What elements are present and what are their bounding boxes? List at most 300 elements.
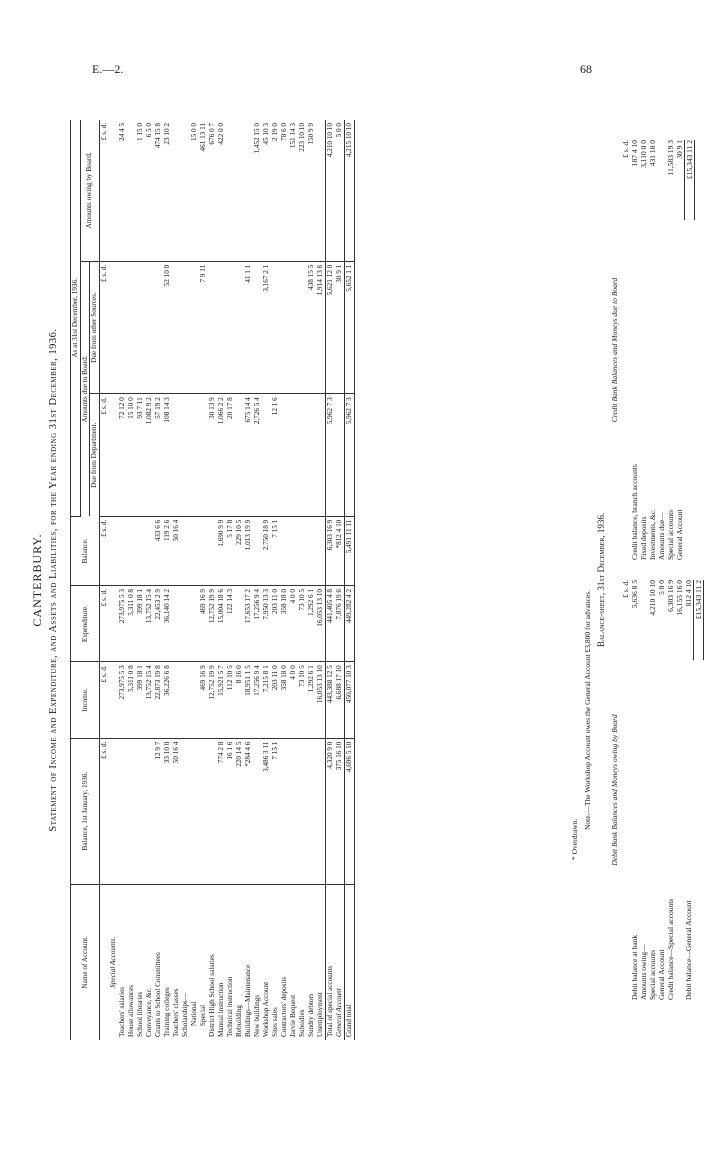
cell-bal1	[127, 738, 136, 884]
cell-bal	[316, 516, 326, 585]
bs-value	[657, 140, 666, 210]
lsd-label: £ s. d.	[99, 662, 109, 738]
cell-bal1: 375 16 10	[335, 738, 345, 884]
cell-bal1: 7 15 1	[271, 738, 280, 884]
col-expenditure-header: Expenditure.	[71, 586, 100, 662]
cell-bal1: 774 2 8	[217, 738, 226, 884]
cell-dept: 57 19 2	[154, 394, 163, 516]
account-name: Total of special accounts	[325, 884, 335, 1040]
cell-owing: 223 10 10	[298, 120, 307, 261]
table-row	[316, 120, 326, 1040]
cell-inc: 469 16 9	[199, 662, 208, 738]
account-name: Workshop Account	[262, 981, 271, 1037]
account-name: Subsidies	[298, 1009, 307, 1037]
table-row	[280, 120, 289, 1040]
cell-bal1	[109, 738, 118, 884]
lsd-label: £ s. d.	[99, 394, 109, 516]
lsd-label: £ s. d.	[99, 586, 109, 662]
cell-exp: 5,311 0 8	[127, 586, 136, 662]
cell-other: 41 1 1	[244, 261, 253, 394]
table-row	[253, 120, 262, 1040]
cell-owing	[109, 120, 118, 261]
cell-dept: 12 1 6	[271, 394, 280, 516]
cell-inc: 36,226 6 8	[163, 662, 172, 738]
table-row	[262, 120, 271, 1040]
col-balance-header: Balance.	[71, 516, 100, 585]
overdrawn-note: * Overdrawn.	[570, 818, 579, 860]
statement-body	[99, 120, 354, 1040]
cell-dept	[316, 394, 326, 516]
cell-dept: 5,962 7 3	[344, 394, 354, 516]
lsd-row	[99, 120, 109, 1040]
cell-bal: 1,690 9 9	[217, 516, 226, 585]
col-dept-header: Due from Department.	[90, 394, 100, 516]
account-name: National	[190, 1001, 199, 1026]
cell-exp: 358 18 0	[280, 586, 289, 662]
cell-dept	[298, 394, 307, 516]
cell-other	[271, 261, 280, 394]
cell-bal1: 50 16 4	[172, 738, 181, 884]
cell-dept	[262, 394, 271, 516]
cell-inc: 273,975 5 3	[118, 662, 127, 738]
balance-sheet-row	[684, 580, 693, 1000]
lsd-spacer	[99, 884, 109, 1040]
cell-bal	[109, 516, 118, 585]
cell-dept	[199, 394, 208, 516]
cell-owing: 676 0 7	[208, 120, 217, 261]
account-name: Jarvie Bequest	[289, 994, 298, 1037]
cell-exp: 17,653 17 2	[244, 586, 253, 662]
cell-bal1	[253, 738, 262, 884]
bs-label: Investments, &c.	[648, 508, 657, 560]
due-to-board-header: Amounts due to Board.	[80, 261, 90, 516]
cell-inc: 7,215 8 1	[262, 662, 271, 738]
balance-sheet-row	[639, 580, 648, 1000]
cell-inc: 18,951 1 5	[244, 662, 253, 738]
cell-other	[208, 261, 217, 394]
cell-bal: 5 17 8	[226, 516, 235, 585]
bs-value	[639, 580, 648, 650]
cell-bal1	[190, 738, 199, 884]
cell-exp: 399 18 1	[136, 586, 145, 662]
cell-owing: 2 19 0	[271, 120, 280, 261]
cell-other: 438 15 5	[307, 261, 316, 394]
cell-dept: 30 13 9	[208, 394, 217, 516]
cell-bal: 1,013 19 9	[244, 516, 253, 585]
col-owing-header: Amounts owing by Board.	[80, 120, 99, 261]
debit-heading: Debit Bank Balances and Moneys owing by Board	[610, 714, 619, 866]
cell-exp: 7,950 13 3	[262, 586, 271, 662]
cell-dept: 1,066 2 2	[217, 394, 226, 516]
bs-value: 5 0 0	[657, 580, 666, 595]
credit-total: £15,343 11 2	[684, 140, 695, 220]
cell-owing: 15 0 0	[190, 120, 199, 261]
cell-bal1	[118, 738, 127, 884]
account-name: Grants to School Committees	[154, 952, 163, 1037]
cell-owing: 151 14 3	[289, 120, 298, 261]
debit-total: £15,343 11 2	[693, 580, 704, 660]
account-name: New buildings	[253, 994, 262, 1037]
bs-label: General Account	[675, 509, 684, 560]
bs-value: 30 9 1	[675, 140, 684, 159]
cell-other	[109, 261, 118, 394]
cell-inc: 443,388 12 5	[325, 662, 335, 738]
balance-sheet-row	[675, 140, 684, 560]
cell-owing: 5 0 0	[335, 120, 345, 261]
table-row	[208, 120, 217, 1040]
bs-value: 6,303 16 9	[666, 580, 675, 612]
table-row	[298, 120, 307, 1040]
cell-owing	[226, 120, 235, 261]
cell-bal1	[289, 738, 298, 884]
cell-exp: 73 10 5	[298, 586, 307, 662]
workshop-note: Note.—The Workshop Account owes the General Account £3,800 for advances.	[583, 589, 592, 830]
balance-sheet-row	[657, 580, 666, 1000]
cell-owing: 78 6 0	[280, 120, 289, 261]
cell-exp: 36,140 14 2	[163, 586, 172, 662]
cell-dept	[307, 394, 316, 516]
cell-bal	[307, 516, 316, 585]
bs-label: Credit balance, branch accounts	[630, 464, 639, 560]
cell-exp	[190, 586, 199, 662]
bs-label: Fixed deposits	[639, 516, 648, 560]
cell-dept	[181, 394, 190, 516]
cell-other: 7 9 11	[199, 261, 208, 394]
bs-value: 3,110 0 0	[639, 140, 648, 168]
cell-bal	[289, 516, 298, 585]
cell-owing: 474 15 8	[154, 120, 163, 261]
cell-bal: 433 6 6	[154, 516, 163, 585]
cell-dept: 72 12 0	[118, 394, 127, 516]
as-at-header: As at 31st December, 1936.	[71, 120, 81, 516]
cell-bal	[253, 516, 262, 585]
account-name: Buildings—Maintenance	[244, 964, 253, 1037]
account-name: Special	[199, 1004, 208, 1026]
cell-owing: 1 15 0	[136, 120, 145, 261]
cell-bal1	[208, 738, 217, 884]
cell-other	[226, 261, 235, 394]
bs-label: Amounts due—	[657, 512, 666, 560]
table-row	[172, 120, 181, 1040]
cell-owing: 422 0 0	[217, 120, 226, 261]
cell-other: 1,914 13 6	[316, 261, 326, 394]
bs-value: 16,155 16 0	[675, 580, 684, 616]
account-name: General Account	[335, 988, 344, 1037]
balance-sheet-row	[657, 140, 666, 560]
account-name: Manual instruction	[217, 982, 226, 1037]
cell-inc: 16,053 13 10	[316, 662, 326, 738]
cell-bal1	[307, 738, 316, 884]
cell-dept	[335, 394, 345, 516]
cell-inc: 1,292 6 1	[307, 662, 316, 738]
cell-bal: 119 2 6	[163, 516, 172, 585]
cell-bal1	[181, 738, 190, 884]
cell-exp: 12,752 19 9	[208, 586, 217, 662]
table-row	[344, 120, 354, 1040]
bs-label: Debit balance—General Account	[684, 900, 693, 1000]
cell-dept: 108 14 3	[163, 394, 172, 516]
cell-exp	[181, 586, 190, 662]
cell-inc: 112 10 5	[226, 662, 235, 738]
account-name: School libraries	[136, 991, 145, 1037]
table-row	[109, 120, 118, 1040]
table-row	[127, 120, 136, 1040]
col-income-header: Income.	[71, 662, 100, 738]
bs-label: Special accounts	[648, 949, 657, 1000]
lsd-label: £ s. d.	[99, 516, 109, 585]
cell-inc: 17,256 9 4	[253, 662, 262, 738]
cell-inc: 8 16 0	[235, 662, 244, 738]
table-row	[235, 120, 244, 1040]
cell-inc: 6,688 17 10	[335, 662, 345, 738]
table-row	[217, 120, 226, 1040]
cell-other	[298, 261, 307, 394]
cell-other	[289, 261, 298, 394]
account-name: Teachers' salaries	[118, 986, 127, 1037]
cell-other	[181, 261, 190, 394]
cell-exp: 7,876 19 6	[335, 586, 345, 662]
table-row	[335, 120, 345, 1040]
cell-owing	[235, 120, 244, 261]
rotated-statement	[30, 100, 703, 1060]
cell-owing: 4,210 10 10	[325, 120, 335, 261]
cell-other	[136, 261, 145, 394]
cell-bal1: 3,486 3 11	[262, 738, 271, 884]
cell-exp: 1,292 6 1	[307, 586, 316, 662]
cell-exp: 15,004 18 6	[217, 586, 226, 662]
table-row	[145, 120, 154, 1040]
cell-dept	[172, 394, 181, 516]
cell-inc: 203 11 0	[271, 662, 280, 738]
cell-dept: 675 14 4	[244, 394, 253, 516]
cell-dept: 15 10 0	[127, 394, 136, 516]
cell-dept: 20 17 8	[226, 394, 235, 516]
table-row	[154, 120, 163, 1040]
cell-bal	[199, 516, 208, 585]
cell-bal1	[145, 738, 154, 884]
balance-sheet-title: Balance-sheet, 31st December, 1936.	[596, 512, 606, 648]
cell-bal1: 4,320 9 0	[325, 738, 335, 884]
cell-exp	[172, 586, 181, 662]
cell-bal	[208, 516, 217, 585]
cell-owing	[244, 120, 253, 261]
page-reference: E.—2.	[92, 62, 124, 76]
table-row	[181, 120, 190, 1040]
lsd-label: £ s. d.	[99, 261, 109, 394]
cell-exp	[235, 586, 244, 662]
cell-bal	[298, 516, 307, 585]
account-name: Rebuilding	[235, 1005, 244, 1037]
cell-inc: 73 10 5	[298, 662, 307, 738]
statement-title: Statement of Income and Expenditure, and Assets and Liabilities, for the Year ending 31st December, 1936.	[48, 328, 59, 832]
lsd-label: £ s. d.	[99, 120, 109, 261]
statement-table	[70, 120, 355, 1040]
cell-bal	[280, 516, 289, 585]
table-row	[118, 120, 127, 1040]
credit-heading: Credit Bank Balances and Moneys due to Board	[610, 277, 619, 423]
cell-dept: 1,082 9 2	[145, 394, 154, 516]
cell-other: 30 9 1	[335, 261, 345, 394]
page-number: 68	[580, 62, 592, 76]
balance-sheet-row	[648, 580, 657, 1000]
cell-inc	[190, 662, 199, 738]
bs-value: 187 4 10	[630, 140, 639, 167]
cell-other	[280, 261, 289, 394]
bs-value: 4,210 10 10	[648, 580, 657, 616]
table-row	[163, 120, 172, 1040]
cell-bal: *812 4 10	[335, 516, 345, 585]
account-name: Conveyance, &c.	[145, 987, 154, 1037]
cell-bal1: 4,696 5 10	[344, 738, 354, 884]
cell-owing: 24 4 5	[118, 120, 127, 261]
table-row	[199, 120, 208, 1040]
bs-label: Amounts owing—	[639, 944, 648, 1000]
account-name: Technical instruction	[226, 976, 235, 1037]
table-row	[190, 120, 199, 1040]
cell-dept: 2,726 5 4	[253, 394, 262, 516]
cell-exp: 122 14 3	[226, 586, 235, 662]
cell-bal	[127, 516, 136, 585]
cell-inc: 5,311 0 8	[127, 662, 136, 738]
cell-exp: 273,975 5 3	[118, 586, 127, 662]
cell-inc: 358 18 0	[280, 662, 289, 738]
balance-sheet-row	[639, 140, 648, 560]
account-name: Teachers' classes	[172, 988, 181, 1037]
cell-bal1	[280, 738, 289, 884]
table-row	[136, 120, 145, 1040]
cell-bal	[136, 516, 145, 585]
cell-bal	[118, 516, 127, 585]
cell-exp: 22,453 2 9	[154, 586, 163, 662]
cell-inc: 12,752 19 9	[208, 662, 217, 738]
cell-inc	[181, 662, 190, 738]
cell-other	[145, 261, 154, 394]
cell-inc: 15,921 5 7	[217, 662, 226, 738]
cell-other	[118, 261, 127, 394]
cell-exp: 441,405 4 8	[325, 586, 335, 662]
cell-other: 3,167 2 1	[262, 261, 271, 394]
cell-bal1: *284 4 6	[244, 738, 253, 884]
table-row	[325, 120, 335, 1040]
cell-inc: 13,752 15 4	[145, 662, 154, 738]
cell-exp: 449,282 4 2	[344, 586, 354, 662]
cell-bal1	[298, 738, 307, 884]
debit-lsd: £ s. d.	[621, 580, 630, 598]
account-name: Scholarships—	[181, 993, 190, 1037]
cell-bal: 2,750 18 9	[262, 516, 271, 585]
bs-value: 5,636 8 5	[630, 580, 639, 609]
cell-bal: 6,303 16 9	[325, 516, 335, 585]
cell-other	[190, 261, 199, 394]
cell-owing: 23 10 2	[163, 120, 172, 261]
table-row	[244, 120, 253, 1040]
cell-dept	[280, 394, 289, 516]
balance-sheet-row	[675, 580, 684, 1000]
balance-sheet-row	[666, 580, 675, 1000]
col-balance-start-header: Balance, 1st January, 1936.	[71, 738, 100, 884]
cell-exp: 13,752 15 4	[145, 586, 154, 662]
cell-dept	[190, 394, 199, 516]
account-name: District High School salaries	[208, 954, 217, 1037]
cell-owing	[172, 120, 181, 261]
bs-value: 431 18 0	[648, 140, 657, 167]
cell-bal1: 220 14 5	[235, 738, 244, 884]
cell-bal1	[316, 738, 326, 884]
cell-bal	[190, 516, 199, 585]
cell-other: 52 10 0	[163, 261, 172, 394]
account-name: Sites sales	[271, 1007, 280, 1037]
table-row	[307, 120, 316, 1040]
cell-exp: 4 0 0	[289, 586, 298, 662]
cell-inc	[109, 662, 118, 738]
cell-dept	[109, 394, 118, 516]
cell-owing: 1,452 15 0	[253, 120, 262, 261]
balance-sheet-row	[630, 580, 639, 1000]
balance-sheet-credit	[610, 140, 695, 560]
cell-inc: 4 0 0	[289, 662, 298, 738]
cell-bal1	[136, 738, 145, 884]
account-name: House allowances	[127, 984, 136, 1037]
table-row	[271, 120, 280, 1040]
bs-label: Debit balance at bank	[630, 934, 639, 1000]
balance-sheet-row	[648, 140, 657, 560]
cell-bal1: 16 1 6	[226, 738, 235, 884]
balance-sheet-debit	[610, 580, 704, 1000]
cell-dept: 93 7 11	[136, 394, 145, 516]
col-name-header: Name of Account.	[71, 884, 100, 1040]
bs-label: General Account	[657, 949, 666, 1000]
cell-inc: 450,077 10 3	[344, 662, 354, 738]
cell-other	[217, 261, 226, 394]
region-title: CANTERBURY.	[30, 533, 44, 627]
cell-owing: 461 13 11	[199, 120, 208, 261]
cell-exp: 16,053 13 10	[316, 586, 326, 662]
account-name: Grand total	[344, 884, 354, 1040]
cell-other	[235, 261, 244, 394]
account-name: Sundry debtors	[307, 993, 316, 1037]
balance-sheet-row	[630, 140, 639, 560]
cell-owing	[316, 120, 326, 261]
cell-other: 5,652 1 1	[344, 261, 354, 394]
balance-sheet-row	[666, 140, 675, 560]
col-other-header: Due from other Sources.	[90, 261, 100, 394]
cell-other	[154, 261, 163, 394]
cell-owing	[181, 120, 190, 261]
cell-owing: 6 5 0	[145, 120, 154, 261]
cell-bal: 229 10 5	[235, 516, 244, 585]
cell-owing	[127, 120, 136, 261]
lsd-label: £ s. d.	[99, 738, 109, 884]
table-row	[289, 120, 298, 1040]
account-name: Contractors' deposits	[280, 976, 289, 1037]
cell-other	[253, 261, 262, 394]
cell-other	[127, 261, 136, 394]
cell-other	[172, 261, 181, 394]
cell-bal1: 33 10 0	[163, 738, 172, 884]
cell-inc: 22,873 19 8	[154, 662, 163, 738]
credit-lsd: £ s. d.	[621, 140, 630, 158]
cell-bal1: 12 9 7	[154, 738, 163, 884]
cell-other: 5,621 12 0	[325, 261, 335, 394]
bs-label: Credit balance—Special accounts	[666, 898, 675, 1000]
bs-value: 11,583 19 3	[666, 140, 675, 176]
cell-dept	[235, 394, 244, 516]
cell-inc	[172, 662, 181, 738]
cell-bal: 5,491 11 11	[344, 516, 354, 585]
bs-value: 812 4 10	[684, 580, 693, 607]
cell-exp	[109, 586, 118, 662]
cell-bal: 7 15 1	[271, 516, 280, 585]
